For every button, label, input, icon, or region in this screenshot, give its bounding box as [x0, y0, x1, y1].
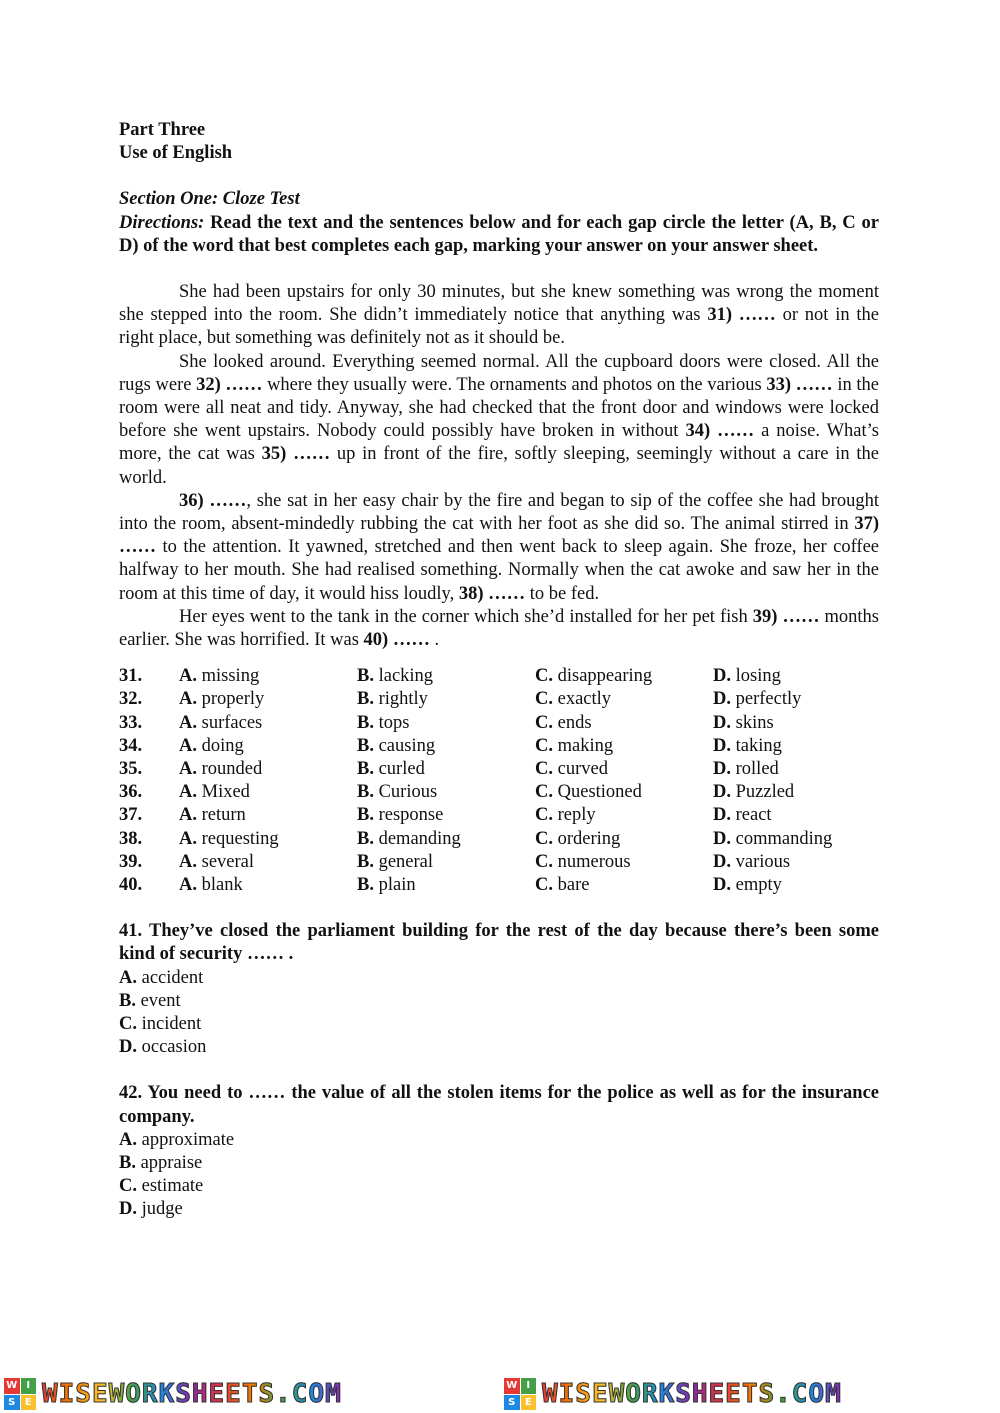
option-letter: D. [713, 782, 731, 803]
option-text: disappearing [557, 666, 653, 687]
option-text: doing [201, 735, 244, 756]
choice-option-a[interactable] [179, 712, 357, 735]
option-letter: A. [119, 1129, 137, 1150]
option-letter: B. [357, 874, 374, 895]
option-letter: B. [357, 712, 374, 733]
option-letter: C. [535, 689, 553, 710]
logo-letter: E [521, 1395, 537, 1411]
option-text: ordering [557, 828, 621, 849]
option-letter: B. [119, 1152, 136, 1173]
option-text: taking [735, 735, 782, 756]
option-text: losing [735, 666, 781, 687]
gap-marker: 38) …… [458, 583, 526, 604]
option-text: commanding [735, 828, 833, 849]
option-text: curved [557, 759, 608, 780]
option-text: reply [557, 805, 596, 826]
option-text: several [201, 851, 255, 872]
option-letter: A. [179, 782, 197, 803]
option-text: tops [378, 712, 410, 733]
question-number: 36. [119, 782, 143, 803]
option-letter: A. [179, 735, 197, 756]
option-text: requesting [201, 828, 279, 849]
option-letter: C. [535, 735, 553, 756]
option-letter: A. [119, 967, 137, 988]
choice-option-b[interactable] [357, 804, 535, 827]
option-text: estimate [141, 1176, 204, 1197]
choice-option-b[interactable] [357, 851, 535, 874]
option-text: making [557, 735, 614, 756]
option-letter: B. [357, 735, 374, 756]
part-subtitle: Use of English [119, 143, 233, 164]
choice-row [119, 735, 879, 758]
choice-option-a[interactable] [179, 758, 357, 781]
option-text: ends [557, 712, 592, 733]
passage-paragraph [119, 606, 879, 652]
option-letter: B. [357, 689, 374, 710]
option-row[interactable] [119, 1013, 879, 1036]
choice-option-d[interactable] [713, 688, 873, 711]
choice-option-b[interactable] [357, 665, 535, 688]
choice-option-b[interactable] [357, 735, 535, 758]
section-title: Section One: Cloze Test [119, 189, 300, 210]
option-letter: C. [119, 1176, 137, 1197]
option-row[interactable] [119, 990, 879, 1013]
option-letter: D. [713, 805, 731, 826]
option-text: blank [201, 874, 243, 895]
passage-paragraph [119, 351, 879, 490]
option-letter: C. [535, 712, 553, 733]
question-number: 32. [119, 689, 143, 710]
option-text: judge [141, 1199, 183, 1220]
choice-option-c[interactable] [535, 688, 713, 711]
option-text: missing [201, 666, 260, 687]
gap-marker: 34) …… [685, 421, 755, 442]
gap-marker: 33) …… [766, 374, 833, 395]
option-text: Questioned [557, 782, 642, 803]
choice-option-d[interactable] [713, 781, 873, 804]
question-number: 31. [119, 666, 143, 687]
option-letter: D. [713, 666, 731, 687]
choice-row [119, 781, 879, 804]
option-text: rolled [735, 759, 779, 780]
worksheet-page [119, 119, 879, 1222]
question-stem: 42. You need to …… the value of all the stolen items for the police as well as for the insurance company. [119, 1083, 879, 1127]
option-letter: B. [357, 782, 374, 803]
choice-option-a[interactable] [179, 735, 357, 758]
choice-option-a[interactable] [179, 828, 357, 851]
passage-text: She had been upstairs for only 30 minutes, but she knew something was wrong the moment she stepped into the room. She didn’t immediately notice that anything was [119, 282, 879, 326]
choice-option-d[interactable] [713, 804, 873, 827]
option-letter: B. [357, 666, 374, 687]
question-42 [119, 1082, 879, 1221]
option-letter: D. [713, 828, 731, 849]
choice-option-c[interactable] [535, 665, 713, 688]
part-heading: Part Three [119, 120, 206, 140]
choice-option-a[interactable] [179, 781, 357, 804]
question-number: 37. [119, 805, 143, 826]
option-letter: C. [535, 851, 553, 872]
passage-text: up in front of the fire, softly sleeping, seemingly without a care in the world. [119, 444, 879, 488]
gap-marker: 40) …… [363, 630, 430, 651]
option-letter: A. [179, 805, 197, 826]
choice-row [119, 712, 879, 735]
choice-option-d[interactable] [713, 735, 873, 758]
option-text: general [378, 851, 434, 872]
option-letter: C. [535, 782, 553, 803]
choice-option-a[interactable] [179, 874, 357, 897]
option-letter: A. [179, 712, 197, 733]
option-row[interactable] [119, 1152, 879, 1175]
option-letter: A. [179, 874, 197, 895]
choice-option-c[interactable] [535, 828, 713, 851]
option-text: perfectly [735, 689, 802, 710]
passage-text: in the room were all neat and tidy. Anyway, she had checked that the front door and windows were locked before she went upstairs. Nobody could possibly have broken in without [119, 374, 879, 442]
logo-letter: W [4, 1378, 20, 1394]
option-letter: D. [119, 1037, 137, 1058]
question-number: 39. [119, 851, 143, 872]
choice-option-c[interactable] [535, 874, 713, 897]
option-text: Puzzled [735, 782, 795, 803]
choice-option-d[interactable] [713, 851, 873, 874]
choice-option-d[interactable] [713, 665, 873, 688]
passage-text: to be fed. [525, 583, 600, 604]
option-text: demanding [378, 828, 461, 849]
passage-text: a noise. What’s more, the cat was [119, 421, 879, 465]
passage-paragraph [119, 490, 879, 606]
option-text: properly [201, 689, 265, 710]
option-text: surfaces [201, 712, 263, 733]
choice-option-a[interactable] [179, 851, 357, 874]
option-letter: A. [179, 851, 197, 872]
option-letter: D. [119, 1199, 137, 1220]
option-letter: D. [713, 874, 731, 895]
gap-marker: 36) …… [179, 490, 247, 511]
question-number: 40. [119, 874, 143, 895]
choice-option-c[interactable] [535, 851, 713, 874]
directions-lead: Directions: [119, 212, 205, 233]
watermark-text: WISEWORKSHEETS.COM [42, 1379, 342, 1409]
gap-marker: 32) …… [196, 374, 263, 395]
option-letter: C. [119, 1013, 137, 1034]
passage-text: , she sat in her easy chair by the fire and began to sip of the coffee she had brought into the room, absent-mindedly rubbing the cat with her foot as she did so. The animal stirred in [119, 490, 879, 535]
option-text: skins [735, 712, 774, 733]
cloze-passage [119, 281, 879, 652]
passage-text: to the attention. It yawned, stretched and then went back to sleep again. She froze, her coffee halfway to her mouth. She had realised something. Normally when the cat awoke and saw her in the room at this time of day, it would hiss loudly, [119, 537, 879, 604]
option-letter: D. [713, 759, 731, 780]
option-letter: B. [119, 990, 136, 1011]
choice-option-c[interactable] [535, 758, 713, 781]
option-letter: A. [179, 828, 197, 849]
watermark-left [0, 1375, 500, 1413]
option-row[interactable] [119, 1036, 879, 1059]
option-text: various [735, 851, 791, 872]
option-text: rounded [201, 759, 263, 780]
option-text: empty [735, 874, 782, 895]
wise-logo-icon [504, 1378, 536, 1410]
choice-option-b[interactable] [357, 688, 535, 711]
option-letter: D. [713, 712, 731, 733]
option-letter: D. [713, 735, 731, 756]
option-text: Curious [378, 782, 438, 803]
option-letter: B. [357, 828, 374, 849]
option-text: causing [378, 735, 436, 756]
choice-row [119, 665, 879, 688]
choice-row [119, 804, 879, 827]
choice-option-b[interactable] [357, 758, 535, 781]
option-row[interactable] [119, 1175, 879, 1198]
choice-option-a[interactable] [179, 804, 357, 827]
logo-letter: W [504, 1378, 520, 1394]
option-text: lacking [378, 666, 434, 687]
passage-text: . [429, 630, 440, 651]
watermark-footer [0, 1375, 1000, 1413]
choice-option-a[interactable] [179, 665, 357, 688]
option-text: curled [378, 759, 425, 780]
option-letter: A. [179, 759, 197, 780]
option-letter: A. [179, 689, 197, 710]
passage-text: Her eyes went to the tank in the corner which she’d installed for her pet fish [179, 606, 753, 627]
option-text: return [201, 805, 246, 826]
choice-row [119, 874, 879, 897]
choice-option-d[interactable] [713, 758, 873, 781]
option-text: bare [557, 874, 590, 895]
choice-option-c[interactable] [535, 781, 713, 804]
gap-marker: 37) …… [119, 514, 879, 558]
watermark-text: WISEWORKSHEETS.COM [542, 1379, 842, 1409]
passage-text: She looked around. Everything seemed normal. All the cupboard doors were closed. All the rugs were [119, 351, 879, 395]
logo-letter: S [4, 1395, 20, 1411]
choice-option-d[interactable] [713, 712, 873, 735]
option-row[interactable] [119, 1198, 879, 1221]
option-letter: B. [357, 759, 374, 780]
option-text: accident [141, 967, 204, 988]
option-text: approximate [141, 1129, 235, 1150]
option-text: appraise [140, 1152, 203, 1173]
passage-text: where they usually were. The ornaments and photos on the various [262, 374, 767, 395]
logo-letter: S [504, 1395, 520, 1411]
option-text: exactly [557, 689, 612, 710]
question-number: 34. [119, 735, 143, 756]
gap-marker: 35) …… [261, 444, 331, 465]
option-text: numerous [557, 851, 631, 872]
option-row[interactable] [119, 967, 879, 990]
option-letter: B. [357, 851, 374, 872]
choice-row [119, 828, 879, 851]
option-text: event [140, 990, 181, 1011]
option-text: incident [141, 1013, 202, 1034]
watermark-right [500, 1375, 1000, 1413]
choice-option-d[interactable] [713, 828, 873, 851]
gap-marker: 39) …… [752, 606, 820, 627]
option-letter: C. [535, 666, 553, 687]
option-letter: C. [535, 828, 553, 849]
option-letter: C. [535, 759, 553, 780]
directions-text: Read the text and the sentences below and for each gap circle the letter (A, B, C or D) of the word that best completes each gap, marking your answer on your answer sheet. [119, 212, 879, 256]
choice-option-b[interactable] [357, 874, 535, 897]
choice-option-b[interactable] [357, 781, 535, 804]
option-text: react [735, 805, 772, 826]
choice-option-a[interactable] [179, 688, 357, 711]
passage-paragraph [119, 281, 879, 351]
choice-option-d[interactable] [713, 874, 873, 897]
option-letter: A. [179, 666, 197, 687]
gap-marker: 31) …… [707, 305, 776, 326]
option-text: rightly [378, 689, 428, 710]
question-41 [119, 920, 879, 1059]
choice-option-c[interactable] [535, 804, 713, 827]
choices-table [119, 665, 879, 897]
passage-text: or not in the right place, but something was definitely not as it should be. [119, 305, 880, 349]
question-stem: 41. They’ve closed the parliament building for the rest of the day because there’s been some kind of security …… . [119, 921, 879, 965]
logo-letter: I [521, 1378, 537, 1394]
directions [119, 212, 879, 258]
choice-row [119, 851, 879, 874]
option-letter: B. [357, 805, 374, 826]
option-letter: C. [535, 805, 553, 826]
logo-letter: E [21, 1395, 37, 1411]
option-text: occasion [141, 1037, 207, 1058]
option-text: response [378, 805, 444, 826]
choice-row [119, 758, 879, 781]
option-letter: D. [713, 851, 731, 872]
choice-option-b[interactable] [357, 828, 535, 851]
choice-option-c[interactable] [535, 735, 713, 758]
option-text: Mixed [201, 782, 250, 803]
logo-letter: I [21, 1378, 37, 1394]
question-number: 33. [119, 712, 143, 733]
choice-option-b[interactable] [357, 712, 535, 735]
passage-text: months earlier. She was horrified. It was [119, 606, 879, 651]
option-row[interactable] [119, 1129, 879, 1152]
option-letter: C. [535, 874, 553, 895]
question-number: 35. [119, 759, 143, 780]
option-letter: D. [713, 689, 731, 710]
option-text: plain [378, 874, 416, 895]
choice-option-c[interactable] [535, 712, 713, 735]
wise-logo-icon [4, 1378, 36, 1410]
choice-row [119, 688, 879, 711]
question-number: 38. [119, 828, 143, 849]
